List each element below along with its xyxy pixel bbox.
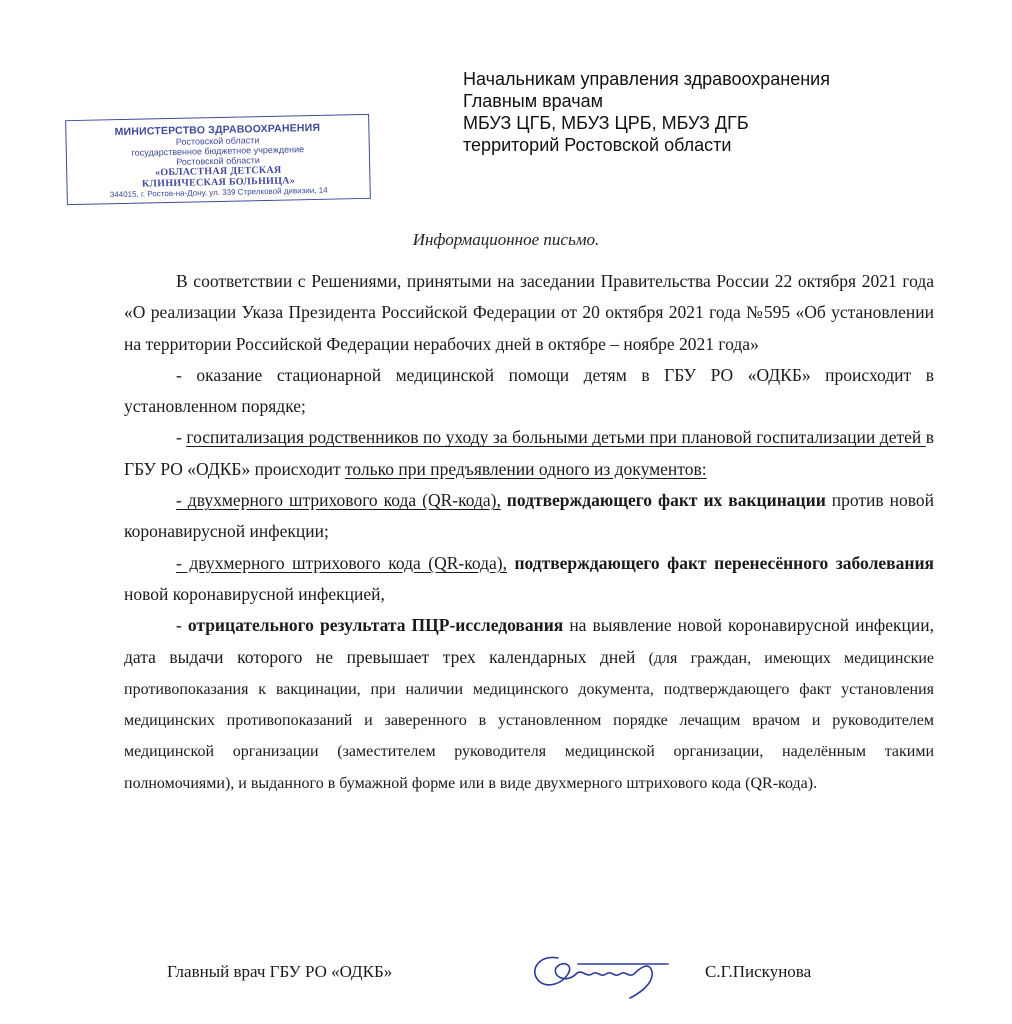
signatory-position: Главный врач ГБУ РО «ОДКБ» <box>167 962 393 981</box>
stamp-institution-type: государственное бюджетное учреждение <box>131 144 305 158</box>
letter-body <box>124 266 934 798</box>
underlined-text: госпитализация родственников по уходу за больными детьми при плановой госпитализации детей <box>186 427 926 448</box>
item-qr-vaccination <box>124 485 934 548</box>
stamp-region-2: Ростовской области <box>176 155 260 167</box>
exception-clause: (для граждан, имеющих медицинские противопоказания к вакцинации, при наличии медицинского документа, подтверждающего факт установления медицинских противопоказаний и заверенного в установленном порядке лечащим врачом и руководителем медицинской организации (заместителем руководителя медицинской организации, наделённым такими полномочиями), и выданного в бумажной форме или в виде двухмерного штрихового кода (QR-кода). <box>124 649 935 792</box>
item-dash: - <box>176 615 188 636</box>
addressee-line: Начальникам управления здравоохранения <box>463 69 830 89</box>
signatory-name: С.Г.Пискунова <box>705 962 812 981</box>
item-inpatient-care: - оказание стационарной медицинской помощи детям в ГБУ РО «ОДКБ» происходит в установленном порядке; <box>124 364 934 417</box>
item-qr-recovery <box>124 548 934 611</box>
organization-stamp <box>65 114 371 205</box>
underlined-text: только при предъявлении одного из документов: <box>344 458 707 479</box>
addressee-line: Главным врачам <box>463 91 604 111</box>
intro-paragraph: В соответствии с Решениями, принятыми на заседании Правительства России 22 октября 2021 года «О реализации Указа Президента Российской Федерации от 20 октября 2021 года №595 «Об установлении на территории Российской Федерации нерабочих дней в октябре – ноябре 2021 года» <box>124 271 934 354</box>
plain-text: новой коронавирусной инфекцией, <box>124 583 385 604</box>
handwritten-signature <box>518 944 688 1004</box>
document-title: Информационное письмо. <box>412 230 600 249</box>
item-dash: - <box>176 427 187 448</box>
item-hospitalization-relatives <box>124 422 934 485</box>
addressee-block <box>463 68 830 156</box>
plain-text: на выявление новой коронавирусной инфекции, дата выдачи которого не превышает трех календарных дней <box>124 615 935 667</box>
bold-text: подтверждающего факт их вакцинации <box>500 490 826 511</box>
item-pcr-test <box>124 610 934 798</box>
stamp-region: Ростовской области <box>175 135 260 147</box>
stamp-ministry: МИНИСТЕРСТВО ЗДРАВООХРАНЕНИЯ <box>114 121 321 139</box>
bold-text: подтверждающего факт перенесённого заболевания <box>506 552 934 573</box>
plain-text: против новой коронавирусной инфекции; <box>124 490 934 542</box>
addressee-line: МБУЗ ЦГБ, МБУЗ ЦРБ, МБУЗ ДГБ <box>463 113 749 133</box>
stamp-address: 344015, г. Ростов-на-Дону, ул. 339 Стрелковой дивизии, 14 <box>109 185 328 200</box>
stamp-org-name-1: «ОБЛАСТНАЯ ДЕТСКАЯ <box>154 164 282 179</box>
stamp-org-name-2: КЛИНИЧЕСКАЯ БОЛЬНИЦА» <box>141 175 296 190</box>
underlined-text: - двухмерного штрихового кода (QR-кода), <box>176 490 501 511</box>
bold-text: отрицательного результата ПЦР-исследования <box>187 615 564 636</box>
addressee-line: территорий Ростовской области <box>463 135 732 155</box>
underlined-text: - двухмерного штрихового кода (QR-кода), <box>176 552 507 573</box>
plain-text: в ГБУ РО «ОДКБ» происходит <box>124 427 935 479</box>
